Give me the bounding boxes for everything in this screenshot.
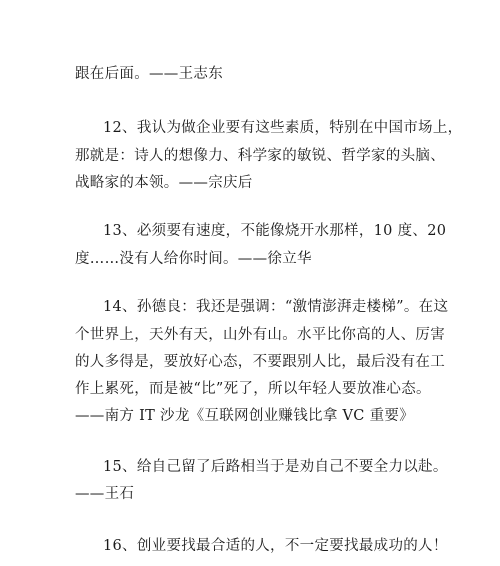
quote-13-line-1: 13、必须要有速度，不能像烧开水那样，10 度、20: [103, 223, 447, 239]
quote-14-line-2: 个世界上，天外有天，山外有山。水平比你高的人、厉害: [75, 327, 445, 343]
quote-12-line-3: 战略家的本领。——宗庆后: [75, 175, 253, 191]
quote-14-line-4: 作上累死，而是被“比”死了，所以年轻人要放准心态。: [75, 381, 431, 397]
quote-15-line-2: ——王石: [75, 486, 135, 502]
quote-14-line-5: ——南方 IT 沙龙《互联网创业赚钱比拿 VC 重要》: [75, 408, 414, 424]
quote-13-line-2: 度……没有人给你时间。——徐立华: [75, 251, 312, 267]
quote-14-line-1: 14、孙德良：我还是强调：“激情澎湃走楼梯”。在这: [103, 299, 449, 315]
quote-12-line-1: 12、我认为做企业要有这些素质，特别在中国市场上，: [103, 120, 463, 136]
text-line-1: 跟在后面。——王志东: [75, 66, 223, 82]
quote-16-line-1: 16、创业要找最合适的人，不一定要找最成功的人！: [103, 538, 448, 554]
quote-12-line-2: 那就是：诗人的想像力、科学家的敏锐、哲学家的头脑、: [75, 148, 445, 164]
quote-14-line-3: 的人多得是，要放好心态，不要跟别人比，最后没有在工: [75, 354, 445, 370]
quote-15-line-1: 15、给自己留了后路相当于是劝自己不要全力以赴。: [103, 459, 448, 475]
